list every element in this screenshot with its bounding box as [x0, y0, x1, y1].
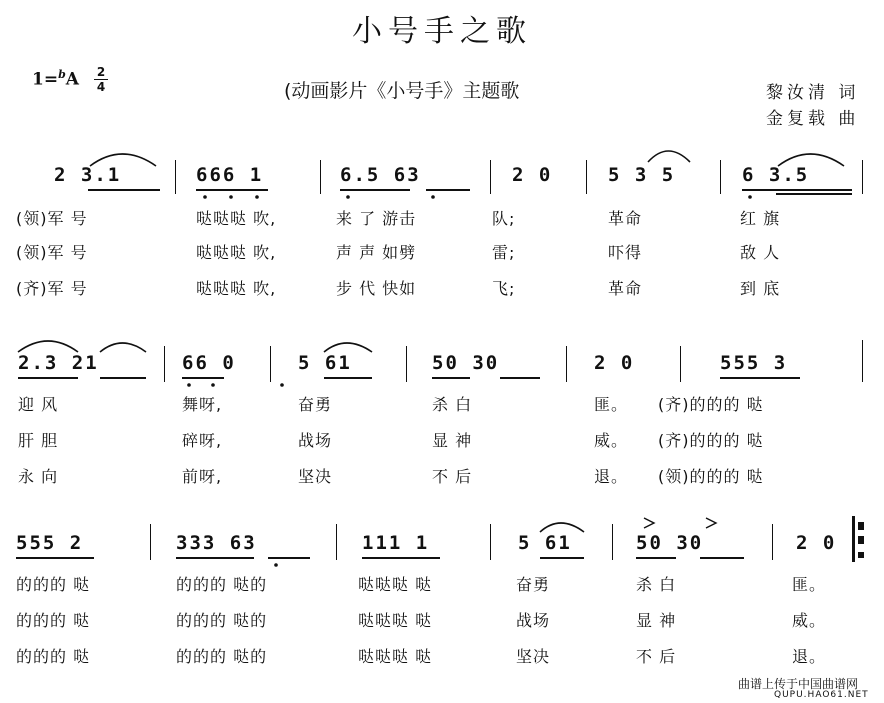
- measure-9-notes: 5 61: [298, 352, 352, 374]
- lyric-3-9: 坚决: [298, 467, 333, 486]
- lyric-2-13: 的的的 哒: [16, 611, 91, 630]
- lyric-2-18: 威。: [792, 611, 827, 630]
- lyric-1-7: 迎 风: [18, 395, 59, 414]
- measure-12-notes: 555 3: [720, 352, 788, 374]
- lyric-1-5: 革命: [608, 209, 643, 228]
- measure-4-notes: 2 0: [512, 164, 553, 186]
- lyric-2-1: (领)军 号: [16, 243, 88, 262]
- slur: [18, 341, 78, 352]
- measure-16-notes: 5 61: [518, 532, 572, 554]
- lyric-3-18: 退。: [792, 647, 827, 666]
- lyric-2-16: 战场: [516, 611, 551, 630]
- lyric-3-4: 飞;: [492, 279, 516, 298]
- lyric-3-14: 的的的 哒的: [176, 647, 268, 666]
- lyric-3-5: 革命: [608, 279, 643, 298]
- measure-3-notes: 6.5 63: [340, 164, 421, 186]
- measure-2-notes: 666 1: [196, 164, 264, 186]
- lyric-3-10: 不 后: [432, 467, 473, 486]
- slur: [540, 523, 584, 532]
- measure-1-notes: 2 3.1: [54, 164, 122, 186]
- key-note: A: [65, 69, 79, 90]
- measure-15-notes: 111 1: [362, 532, 430, 554]
- lyric-1-17: 杀 白: [636, 575, 677, 594]
- lyric-3-8: 前呀,: [182, 467, 223, 486]
- lyric-1-14: 的的的 哒的: [176, 575, 268, 594]
- measure-14-notes: 333 63: [176, 532, 257, 554]
- lyric-1-6: 红 旗: [740, 209, 781, 228]
- slur: [648, 151, 690, 162]
- meter-top: 2: [96, 65, 106, 79]
- lyric-2-2: 哒哒哒 吹,: [196, 243, 277, 262]
- watermark-url: QUPU.HAO61.NET: [774, 690, 869, 700]
- lyric-1-2: 哒哒哒 吹,: [196, 209, 277, 228]
- lyric-1-16: 奋勇: [516, 575, 551, 594]
- lyric-1-11: 匪。: [594, 395, 629, 414]
- slur: [100, 343, 146, 352]
- key-prefix: 1=: [32, 69, 59, 90]
- lyric-2-9: 战场: [298, 431, 333, 450]
- measure-18-notes: 2 0: [796, 532, 837, 554]
- lyric-3-16: 坚决: [516, 647, 551, 666]
- slur: [778, 154, 844, 166]
- slur-marks: [18, 151, 844, 532]
- subtitle: (动画影片《小号手》主题歌: [284, 80, 520, 102]
- lyric-2-17: 显 神: [636, 611, 677, 630]
- lyric-1-3: 来 了 游击: [336, 209, 417, 228]
- slur: [324, 343, 372, 352]
- lyric-1-12: (齐)的的的 哒: [658, 395, 764, 414]
- lyric-1-15: 哒哒哒 哒: [358, 575, 433, 594]
- lyric-3-7: 永 向: [18, 467, 59, 486]
- lyric-1-4: 队;: [492, 209, 516, 228]
- octave-dots: [187, 195, 752, 567]
- page-title: 小号手之歌: [352, 14, 532, 49]
- measure-17-notes: 50 30: [636, 532, 704, 554]
- lyric-2-15: 哒哒哒 哒: [358, 611, 433, 630]
- lyric-3-6: 到 底: [740, 279, 781, 298]
- lyricist-credit: 黎汝清 词: [766, 83, 860, 103]
- flat-sign: b: [58, 68, 66, 81]
- lyric-3-12: (领)的的的 哒: [658, 467, 764, 486]
- lyric-1-18: 匪。: [792, 575, 827, 594]
- accent-marks: [644, 518, 716, 528]
- lyric-1-13: 的的的 哒: [16, 575, 91, 594]
- meter-bottom: 4: [96, 80, 106, 94]
- lyric-2-14: 的的的 哒的: [176, 611, 268, 630]
- measure-13-notes: 555 2: [16, 532, 84, 554]
- lyric-3-11: 退。: [594, 467, 629, 486]
- lyric-2-12: (齐)的的的 哒: [658, 431, 764, 450]
- lyric-2-3: 声 声 如劈: [336, 243, 417, 262]
- lyric-3-1: (齐)军 号: [16, 279, 88, 298]
- measure-5-notes: 5 3 5: [608, 164, 676, 186]
- slur: [90, 154, 156, 166]
- lyric-3-17: 不 后: [636, 647, 677, 666]
- watermark: 曲谱上传于中国曲谱网: [738, 677, 859, 691]
- measure-6-notes: 6 3.5: [742, 164, 810, 186]
- lyric-2-7: 肝 胆: [18, 431, 59, 450]
- measure-11-notes: 2 0: [594, 352, 635, 374]
- composer-credit: 金复载 曲: [766, 109, 860, 129]
- page-edge-marks: [858, 522, 864, 558]
- lyric-1-8: 舞呀,: [182, 395, 223, 414]
- lyric-1-10: 杀 白: [432, 395, 473, 414]
- measure-7-notes: 2.3 21: [18, 352, 99, 374]
- lyric-3-13: 的的的 哒: [16, 647, 91, 666]
- measure-8-notes: 66 0: [182, 352, 236, 374]
- lyric-3-3: 步 代 快如: [336, 279, 417, 298]
- lyric-2-11: 威。: [594, 431, 629, 450]
- lyric-1-1: (领)军 号: [16, 209, 88, 228]
- lyric-3-2: 哒哒哒 吹,: [196, 279, 277, 298]
- beam-underlines: [16, 190, 852, 558]
- measure-10-notes: 50 30: [432, 352, 500, 374]
- lyric-1-9: 奋勇: [298, 395, 333, 414]
- lyric-3-15: 哒哒哒 哒: [358, 647, 433, 666]
- lyric-2-8: 碎呀,: [182, 431, 223, 450]
- lyric-2-10: 显 神: [432, 431, 473, 450]
- lyric-2-6: 敌 人: [740, 243, 781, 262]
- lyric-2-5: 吓得: [608, 243, 643, 262]
- lyric-2-4: 雷;: [492, 243, 516, 262]
